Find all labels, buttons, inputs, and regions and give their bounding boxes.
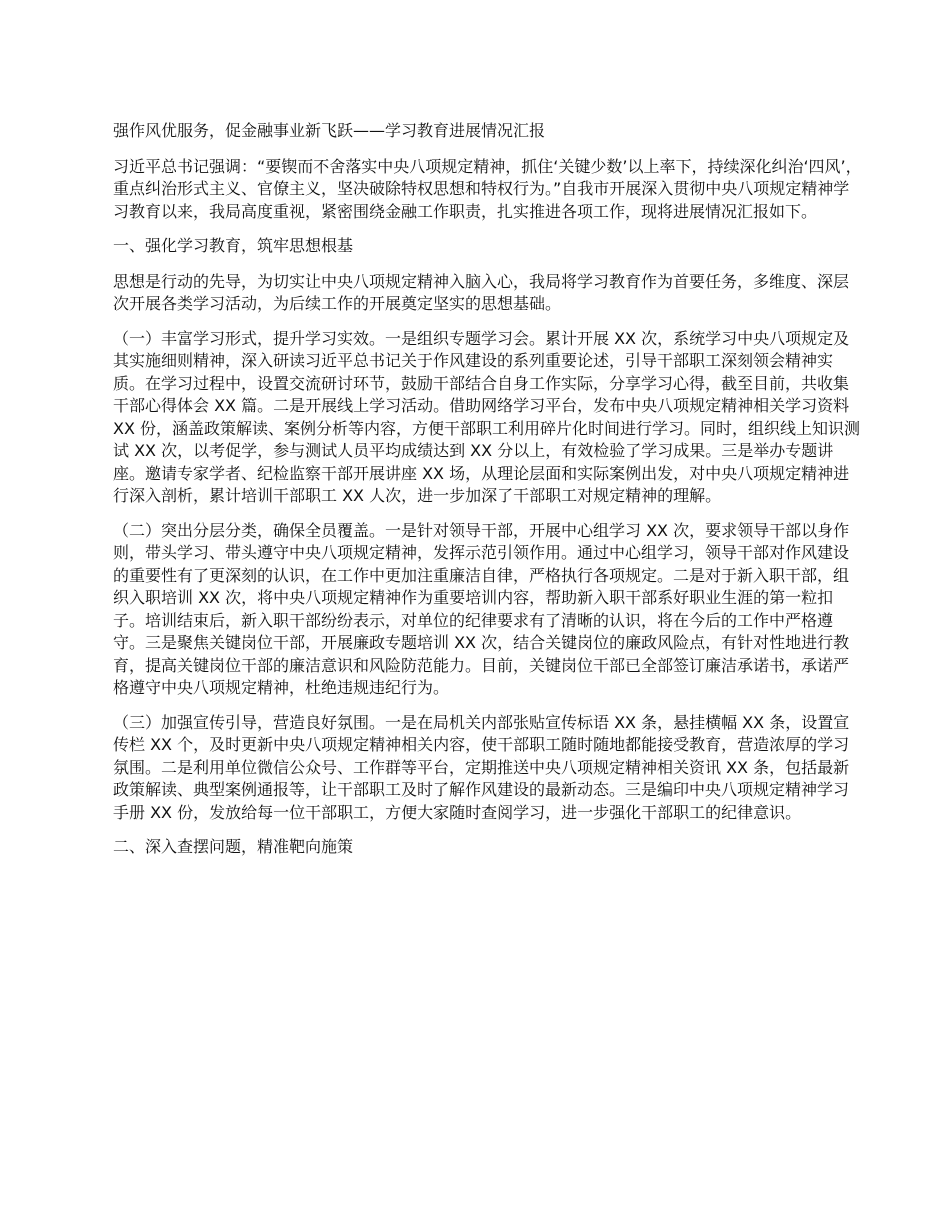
section-1-heading: 一、强化学习教育，筑牢思想根基 (113, 236, 354, 255)
document-page (113, 120, 863, 872)
section-2-heading: 二、深入查摆问题，精准靶向施策 (113, 837, 354, 856)
section-1-item-2-paragraph: （二）突出分层分类，确保全员覆盖。一是针对领导干部，开展中心组学习 XX 次，要求领导干部以身作则，带头学习、带头遵守中央八项规定精神，发挥示范引领作用。通过中心组学习，领导干部对作风建设的重要性有了更深刻的认识，在工作中更加注重廉洁自律，严格执行各项规定。二是对于新入职干部，组织入职培训 XX 次，将中央八项规定精神作为重要培训内容，帮助新入职干部系好职业生涯的第一粒扣子。培训结束后，新入职干部纷纷表示，对单位的纪律要求有了清晰的认识，将在今后的工作中严格遵守。三是聚焦关键岗位干部，开展廉政专题培训 XX 次，结合关键岗位的廉政风险点，有针对性地进行教育，提高关键岗位干部的廉洁意识和风险防范能力。目前，关键岗位干部已全部签订廉洁承诺书，承诺严格遵守中央八项规定精神，杜绝违规违纪行为。 (113, 520, 850, 697)
section-1-item-1-paragraph: （一）丰富学习形式，提升学习实效。一是组织专题学习会。累计开展 XX 次，系统学习中央八项规定及其实施细则精神，深入研读习近平总书记关于作风建设的系列重要论述，引导干部职工深刻领会精神实质。在学习过程中，设置交流研讨环节，鼓励干部结合自身工作实际，分享学习心得，截至目前，共收集干部心得体会 XX 篇。二是开展线上学习活动。借助网络学习平台，发布中央八项规定精神相关学习资料 XX 份，涵盖政策解读、案例分析等内容，方便干部职工利用碎片化时间进行学习。同时，组织线上知识测试 XX 次，以考促学，参与测试人员平均成绩达到 XX 分以上，有效检验了学习成果。三是举办专题讲座。邀请专家学者、纪检监察干部开展讲座 XX 场，从理论层面和实际案例出发，对中央八项规定精神进行深入剖析，累计培训干部职工 XX 人次，进一步加深了干部职工对规定精神的理解。 (113, 328, 861, 505)
intro-paragraph: 习近平总书记强调：“要锲而不舍落实中央八项规定精神，抓住‘关键少数’以上率下，持续深化纠治‘四风’，重点纠治形式主义、官僚主义，坚决破除特权思想和特权行为。”自我市开展深入贯彻中央八项规定精神学习教育以来，我局高度重视，紧密围绕金融工作职责，扎实推进各项工作，现将进展情况汇报如下。 (113, 156, 862, 221)
section-1-lead-paragraph: 思想是行动的先导，为切实让中央八项规定精神入脑入心，我局将学习教育作为首要任务，多维度、深层次开展各类学习活动，为后续工作的开展奠定坚实的思想基础。 (113, 271, 850, 313)
section-1-item-3-paragraph: （三）加强宣传引导，营造良好氛围。一是在局机关内部张贴宣传标语 XX 条，悬挂横幅 XX 条，设置宣传栏 XX 个，及时更新中央八项规定精神相关内容，使干部职工随时随地都能接受教育，营造浓厚的学习氛围。二是利用单位微信公众号、工作群等平台，定期推送中央八项规定精神相关资讯 XX 条，包括最新政策解读、典型案例通报等，让干部职工及时了解作风建设的最新动态。三是编印中央八项规定精神学习手册 XX 份，发放给每一位干部职工，方便大家随时查阅学习，进一步强化干部职工的纪律意识。 (113, 712, 850, 822)
document-title: 强作风优服务，促金融事业新飞跃——学习教育进展情况汇报 (113, 121, 546, 140)
